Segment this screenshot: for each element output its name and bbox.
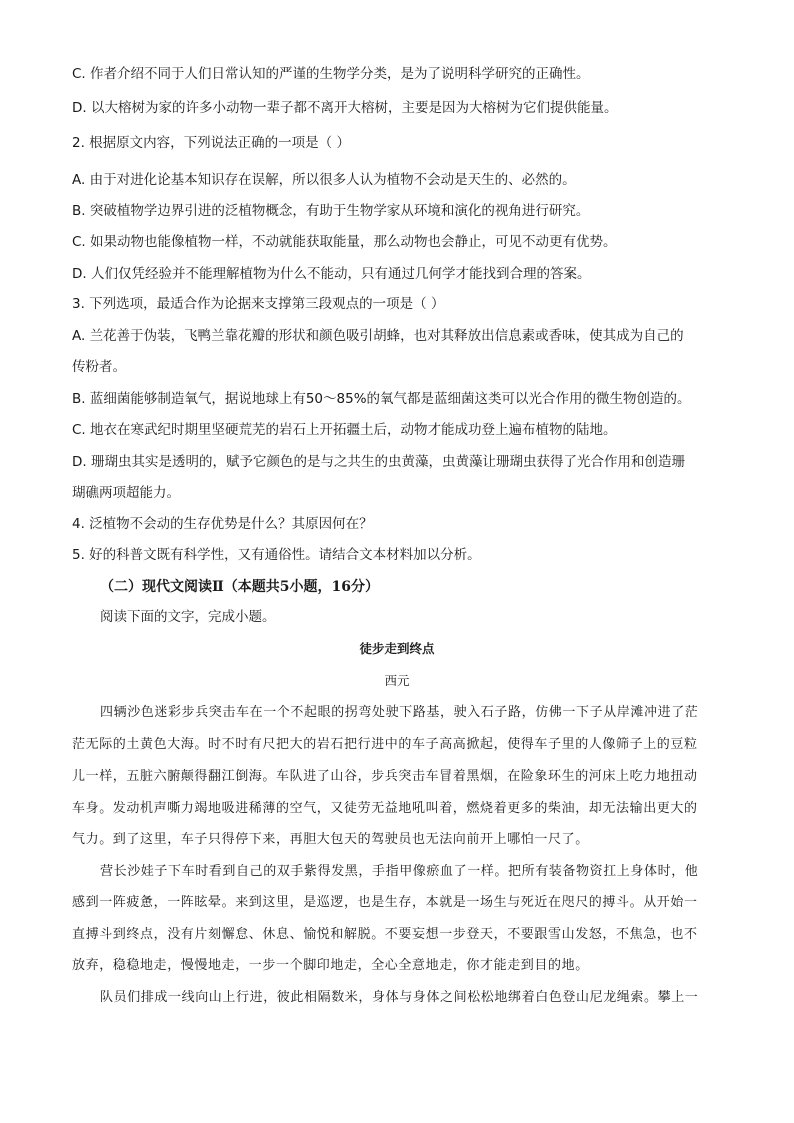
q3-option-a: A. 兰花善于伪装，飞鸭兰靠花瓣的形状和颜色吸引胡蜂，也对其释放出信息素或香味，使其成为自己的 — [72, 328, 684, 344]
q3-option-d: D. 珊瑚虫其实是透明的，赋予它颜色的是与之共生的虫黄藻，虫黄藻让珊瑚虫获得了光合作用和创造珊 — [72, 454, 685, 470]
q2-option-b: B. 突破植物学边界引进的泛植物概念，有助于生物学家从环境和演化的视角进行研究。 — [72, 203, 590, 219]
prose-line: 茫无际的土黄色大海。时不时有尺把大的岩石把行进中的车子高高掀起，使得车子里的人像筛子上的豆粒 — [72, 737, 698, 752]
question-4: 4. 泛植物不会动的生存优势是什么？其原因何在？ — [72, 516, 373, 532]
article-title: 徒步走到终点 — [359, 641, 435, 656]
prose-line: 放弃，稳稳地走，慢慢地走，一步一个脚印地走，全心全意地走，你才能走到目的地。 — [72, 958, 589, 973]
q2-option-a: A. 由于对进化论基本知识存在误解，所以很多人认为植物不会动是天生的、必然的。 — [72, 172, 576, 188]
prose-line: 车身。发动机声嘶力竭地吸进稀薄的空气，又徒劳无益地吼叫着，燃烧着更多的柴油，却无法输出更大的 — [72, 801, 698, 816]
question-5: 5. 好的科普文既有科学性，又有通俗性。请结合文本材料加以分析。 — [72, 547, 481, 563]
q3-option-d-cont: 瑚礁两项超能力。 — [72, 485, 180, 501]
article-author: 西元 — [384, 673, 410, 688]
prose-line: 四辆沙色迷彩步兵突击车在一个不起眼的拐弯处驶下路基，驶入石子路，仿佛一下子从岸滩冲进了茫 — [100, 705, 699, 720]
prose-line: 感到一阵疲惫，一阵眩晕。来到这里，是巡逻，也是生存，本就是一场生与死近在咫尺的搏斗。从开始一 — [72, 895, 698, 910]
option-c-line: C. 作者介绍不同于人们日常认知的严谨的生物学分类，是为了说明科学研究的正确性。 — [72, 66, 590, 82]
prose-line: 儿一样，五脏六腑颠得翻江倒海。车队进了山谷，步兵突击车冒着黑烟，在险象环生的河床上吃力地扭动 — [72, 769, 698, 784]
prose-line: 直搏斗到终点，没有片刻懈怠、休息、愉悦和解脱。不要妄想一步登天，不要跟雪山发怒，不焦急，也不 — [72, 927, 698, 942]
question-3: 3. 下列选项，最适合作为论据来支撑第三段观点的一项是（ ） — [72, 296, 445, 312]
q2-option-c: C. 如果动物也能像植物一样，不动就能获取能量，那么动物也会静止，可见不动更有优势。 — [72, 234, 617, 250]
q2-option-d: D. 人们仅凭经验并不能理解植物为什么不能动，只有通过几何学才能找到合理的答案。 — [72, 266, 591, 282]
q3-option-c: C. 地衣在寒武纪时期里坚硬荒芜的岩石上开拓疆土后，动物才能成功登上遍布植物的陆地。 — [72, 422, 617, 438]
prose-line: 营长沙娃子下车时看到自己的双手紫得发黑，手指甲像瘀血了一样。把所有装备物资扛上身体时，他 — [100, 864, 699, 879]
q3-option-a-cont: 传粉者。 — [72, 359, 126, 375]
instruction: 阅读下面的文字，完成小题。 — [100, 609, 276, 625]
option-d-line: D. 以大榕树为家的许多小动物一辈子都不离开大榕树，主要是因为大榕树为它们提供能量。 — [72, 100, 618, 116]
section-title: （二）现代文阅读Ⅱ（本题共5小题，16分） — [100, 579, 380, 595]
question-2: 2. 根据原文内容，下列说法正确的一项是（ ） — [72, 135, 350, 151]
prose-line: 队员们排成一线向山上行进，彼此相隔数米，身体与身体之间松松地绑着白色登山尼龙绳索。攀上一 — [100, 990, 699, 1005]
q3-option-b: B. 蓝细菌能够制造氧气，据说地球上有50～85%的氧气都是蓝细菌这类可以光合作用的微生物创造的。 — [72, 391, 691, 407]
prose-line: 气力。到了这里，车子只得停下来，再胆大包天的驾驶员也无法向前开上哪怕一尺了。 — [72, 832, 589, 847]
